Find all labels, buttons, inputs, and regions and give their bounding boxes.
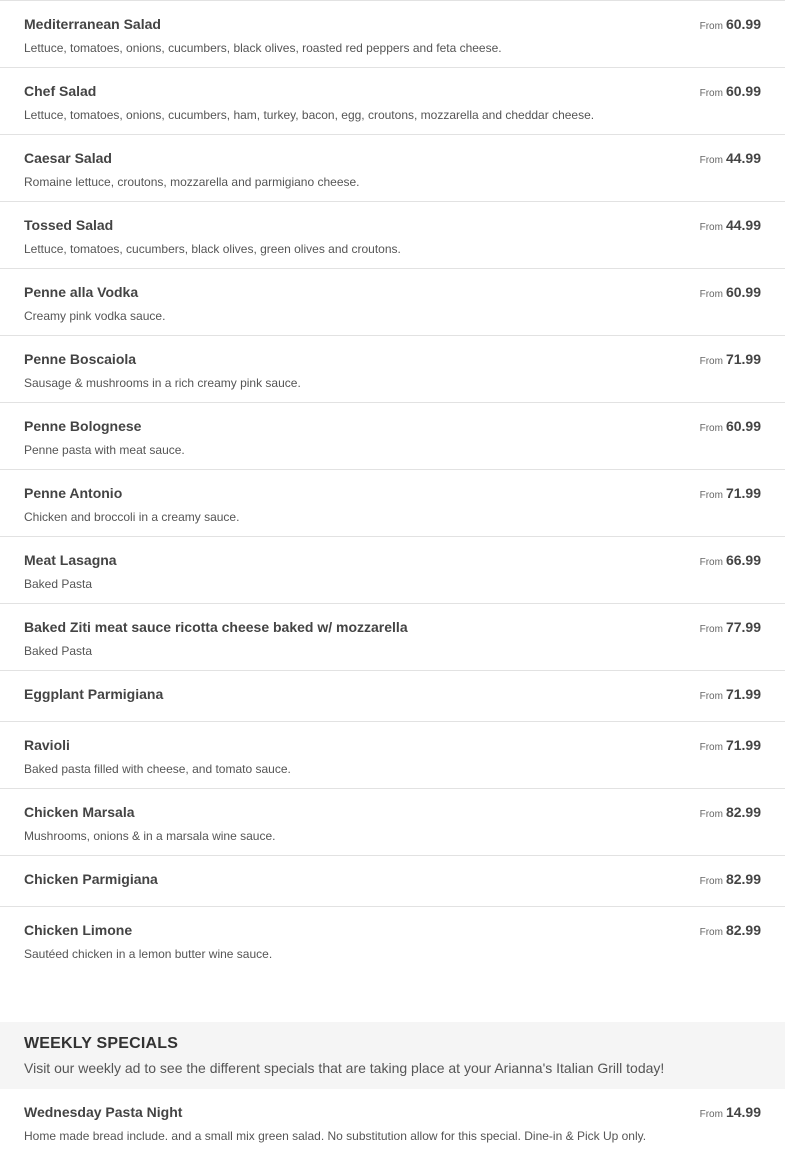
menu-item-penne-boscaiola[interactable]	[0, 336, 785, 403]
price-from-label: From	[699, 691, 723, 702]
item-name: Tossed Salad	[24, 217, 114, 233]
specials-header	[0, 1022, 785, 1089]
price-value: 14.99	[725, 1104, 761, 1120]
item-description: Lettuce, tomatoes, cucumbers, black olives, green olives and croutons.	[24, 242, 401, 256]
price-from-label: From	[699, 21, 723, 32]
item-description: Sausage & mushrooms in a rich creamy pink sauce.	[24, 376, 301, 390]
price-value: 60.99	[725, 418, 761, 434]
price-from-label: From	[699, 423, 723, 434]
item-price	[700, 685, 761, 706]
item-name: Penne Antonio	[24, 485, 123, 501]
menu-item-chef-salad[interactable]	[0, 68, 785, 135]
item-price	[700, 82, 761, 103]
price-from-label: From	[699, 624, 723, 635]
price-from-label: From	[699, 88, 723, 99]
menu-item-tossed-salad[interactable]	[0, 202, 785, 269]
item-name: Chef Salad	[24, 83, 97, 99]
item-name: Meat Lasagna	[24, 552, 117, 568]
item-description: Creamy pink vodka sauce.	[24, 309, 166, 323]
price-value: 82.99	[725, 804, 761, 820]
item-description: Lettuce, tomatoes, onions, cucumbers, black olives, roasted red peppers and feta cheese.	[24, 41, 502, 55]
item-description: Home made bread include. and a small mix green salad. No substitution allow for this special. Dine-in & Pick Up only.	[24, 1129, 647, 1143]
menu-item-eggplant-parmigiana[interactable]	[0, 671, 785, 722]
item-price	[700, 870, 761, 891]
price-from-label: From	[699, 155, 723, 166]
item-price	[700, 149, 761, 170]
menu-item-meat-lasagna[interactable]	[0, 537, 785, 604]
menu-item-penne-bolognese[interactable]	[0, 403, 785, 470]
item-description: Baked Pasta	[24, 644, 93, 658]
price-from-label: From	[699, 289, 723, 300]
item-price	[700, 1103, 761, 1124]
item-price	[700, 921, 761, 942]
item-name: Eggplant Parmigiana	[24, 686, 164, 702]
price-from-label: From	[699, 1109, 723, 1120]
item-price	[700, 551, 761, 572]
price-value: 44.99	[725, 150, 761, 166]
price-from-label: From	[699, 356, 723, 367]
price-value: 66.99	[725, 552, 761, 568]
item-description: Penne pasta with meat sauce.	[24, 443, 185, 457]
item-price	[700, 803, 761, 824]
item-price	[700, 283, 761, 304]
item-description: Baked pasta filled with cheese, and tomato sauce.	[24, 762, 291, 776]
item-name: Mediterranean Salad	[24, 16, 161, 32]
item-description: Lettuce, tomatoes, onions, cucumbers, ham, turkey, bacon, egg, croutons, mozzarella and cheddar cheese.	[24, 108, 595, 122]
price-value: 71.99	[725, 351, 761, 367]
price-from-label: From	[699, 809, 723, 820]
item-description: Romaine lettuce, croutons, mozzarella and parmigiano cheese.	[24, 175, 360, 189]
price-value: 71.99	[725, 485, 761, 501]
item-name: Ravioli	[24, 737, 70, 753]
item-name: Penne Boscaiola	[24, 351, 137, 367]
item-price	[700, 216, 761, 237]
price-value: 60.99	[725, 284, 761, 300]
price-from-label: From	[699, 557, 723, 568]
item-name: Chicken Parmigiana	[24, 871, 158, 887]
item-price	[700, 417, 761, 438]
item-description: Chicken and broccoli in a creamy sauce.	[24, 510, 240, 524]
menu-item-chicken-parmigiana[interactable]	[0, 856, 785, 907]
price-value: 82.99	[725, 922, 761, 938]
item-name: Caesar Salad	[24, 150, 112, 166]
item-price	[700, 15, 761, 36]
menu-item-penne-antonio[interactable]	[0, 470, 785, 537]
item-price	[700, 350, 761, 371]
item-name: Penne Bolognese	[24, 418, 142, 434]
specials-subtitle: Visit our weekly ad to see the different specials that are taking place at your Arianna's Italian Grill today!	[24, 1060, 665, 1076]
price-value: 82.99	[725, 871, 761, 887]
menu-item-chicken-limone[interactable]	[0, 907, 785, 974]
price-value: 60.99	[725, 16, 761, 32]
price-from-label: From	[699, 742, 723, 753]
menu-item-wednesday-pasta-night[interactable]	[0, 1089, 785, 1156]
menu-item-ravioli[interactable]	[0, 722, 785, 789]
price-value: 44.99	[725, 217, 761, 233]
item-name: Chicken Limone	[24, 922, 133, 938]
item-price	[700, 736, 761, 757]
price-from-label: From	[699, 490, 723, 501]
price-from-label: From	[699, 222, 723, 233]
specials-title: WEEKLY SPECIALS	[24, 1035, 179, 1052]
menu-item-baked-ziti[interactable]	[0, 604, 785, 671]
price-value: 71.99	[725, 737, 761, 753]
item-price	[700, 618, 761, 639]
item-name: Wednesday Pasta Night	[24, 1104, 183, 1120]
price-from-label: From	[699, 876, 723, 887]
price-value: 60.99	[725, 83, 761, 99]
price-value: 71.99	[725, 686, 761, 702]
item-name: Penne alla Vodka	[24, 284, 139, 300]
item-description: Sautéed chicken in a lemon butter wine sauce.	[24, 947, 273, 961]
price-from-label: From	[699, 927, 723, 938]
item-description: Mushrooms, onions & in a marsala wine sauce.	[24, 829, 276, 843]
item-name: Baked Ziti meat sauce ricotta cheese baked w/ mozzarella	[24, 619, 408, 635]
menu-item-mediterranean-salad[interactable]	[0, 1, 785, 68]
item-name: Chicken Marsala	[24, 804, 135, 820]
item-description: Baked Pasta	[24, 577, 93, 591]
price-value: 77.99	[725, 619, 761, 635]
item-price	[700, 484, 761, 505]
menu-item-chicken-marsala[interactable]	[0, 789, 785, 856]
menu-item-penne-alla-vodka[interactable]	[0, 269, 785, 336]
section-spacer	[0, 974, 785, 1022]
menu-item-caesar-salad[interactable]	[0, 135, 785, 202]
